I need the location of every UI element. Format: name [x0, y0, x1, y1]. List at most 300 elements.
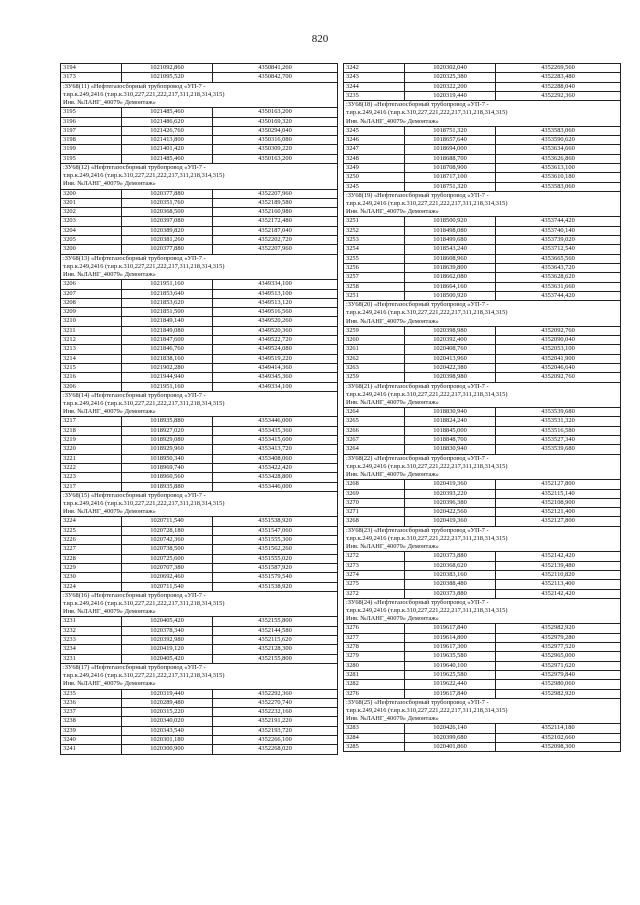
coordinate-y: 4352202,720: [213, 236, 338, 245]
point-number: 3264: [344, 408, 405, 417]
coordinate-y: 4352092,760: [496, 326, 621, 335]
point-row: [61, 554, 338, 563]
coordinate-y: 4349334,100: [213, 382, 338, 391]
coordinate-y: 4352121,400: [496, 508, 621, 517]
point-number: 3230: [61, 573, 122, 582]
point-number: 3201: [61, 198, 122, 207]
point-row: [344, 426, 621, 435]
coordinate-y: 4351555,020: [213, 554, 338, 563]
coordinate-x: 1020742,360: [122, 536, 213, 545]
point-row: [61, 326, 338, 335]
point-row: [61, 636, 338, 645]
coordinate-y: 4353413,720: [213, 445, 338, 454]
coordinate-y: 4352115,620: [213, 636, 338, 645]
parcel-title-line: т.вр.к.249,2416 (т.вр.к.310,227,221,222,217,311,218,314,315): [346, 200, 508, 208]
parcel-title-line: Инв. №ЛАНГ_40079» Демонтаж»: [346, 543, 439, 551]
coordinate-x: 1021401,420: [122, 145, 213, 154]
point-row: [61, 198, 338, 207]
coordinate-x: 1019640,100: [405, 661, 496, 670]
coordinate-y: 4352266,100: [213, 736, 338, 745]
point-row: [344, 580, 621, 589]
coordinate-y: 4351538,920: [213, 582, 338, 591]
point-number: 3234: [61, 645, 122, 654]
point-row: [61, 745, 338, 754]
point-row: [61, 463, 338, 472]
point-row: [344, 408, 621, 417]
point-number: 3202: [61, 208, 122, 217]
point-row: [61, 126, 338, 135]
coordinate-x: 1020315,220: [122, 708, 213, 717]
coordinate-y: 4352270,740: [213, 698, 338, 707]
coordinates-table-left: [60, 63, 338, 755]
point-number: 3205: [61, 236, 122, 245]
coordinate-y: 4350163,200: [213, 154, 338, 163]
coordinate-y: 4349516,560: [213, 308, 338, 317]
parcel-title: [344, 698, 621, 724]
coordinate-y: 4353613,100: [496, 163, 621, 172]
coordinate-y: 4349524,080: [213, 345, 338, 354]
point-number: 3268: [344, 480, 405, 489]
parcel-title-line: т.вр.к.249,2416 (т.вр.к.310,227,221,222,217,311,218,314,315): [63, 600, 225, 608]
point-number: 3200: [61, 245, 122, 254]
point-number: 3273: [344, 561, 405, 570]
coordinate-y: 4350169,320: [213, 117, 338, 126]
point-number: 3217: [61, 417, 122, 426]
coordinate-y: 4349522,720: [213, 336, 338, 345]
coordinate-x: 1018927,020: [122, 426, 213, 435]
parcel-title-line: т.вр.к.249,2416 (т.вр.к.310,227,221,222,217,311,218,314,315): [346, 462, 508, 470]
coordinate-y: 4352113,400: [496, 580, 621, 589]
parcel-title-line: Инв. №ЛАНГ_40079» Демонтаж»: [346, 398, 439, 406]
point-row: [344, 489, 621, 498]
point-row: [61, 708, 338, 717]
parcel-title-line: Инв. №ЛАНГ_40079» Демонтаж»: [346, 117, 439, 125]
point-number: 3220: [61, 445, 122, 454]
point-number: 3250: [344, 173, 405, 182]
point-number: 3232: [61, 626, 122, 635]
point-number: 3280: [344, 661, 405, 670]
coordinate-y: 4353527,340: [496, 436, 621, 445]
page-number: 820: [311, 33, 329, 45]
point-number: 3217: [61, 482, 122, 491]
coordinate-y: 4352292,360: [213, 689, 338, 698]
point-number: 3241: [61, 745, 122, 754]
point-row: [61, 345, 338, 354]
point-row: [61, 417, 338, 426]
coordinate-x: 1020322,200: [405, 82, 496, 91]
coordinate-x: 1020393,220: [405, 489, 496, 498]
coordinate-x: 1020319,440: [405, 91, 496, 100]
point-row: [344, 326, 621, 335]
coordinate-y: 4352155,800: [213, 654, 338, 663]
coordinate-x: 1020392,980: [122, 636, 213, 645]
parcel-title-line: Инв. №ЛАНГ_40079» Демонтаж»: [63, 180, 156, 188]
point-row: [344, 91, 621, 100]
parcel-title-line: :ЗУ68(13) «Нефтегазосборный трубопровод «УП-7 -: [63, 254, 206, 262]
coordinate-y: 4352982,920: [496, 689, 621, 698]
point-number: 3245: [344, 182, 405, 191]
coordinate-x: 1020396,380: [405, 498, 496, 507]
point-number: 3208: [61, 298, 122, 307]
parcel-title-line: :ЗУ68(22) «Нефтегазосборный трубопровод «УП-7 -: [346, 454, 489, 462]
point-row: [344, 733, 621, 742]
parcel-title: [344, 454, 621, 480]
point-row: [344, 217, 621, 226]
coordinate-y: 4351555,300: [213, 536, 338, 545]
coordinate-y: 4351547,060: [213, 526, 338, 535]
parcel-title-line: :ЗУ68(16) «Нефтегазосборный трубопровод «УП-7 -: [63, 591, 206, 599]
coordinate-y: 4353446,000: [213, 482, 338, 491]
coordinate-y: 4353446,000: [213, 417, 338, 426]
point-row: [344, 445, 621, 454]
coordinate-x: 1018950,340: [122, 454, 213, 463]
point-row: [344, 743, 621, 752]
point-number: 3272: [344, 552, 405, 561]
point-row: [344, 282, 621, 291]
parcel-title: [344, 382, 621, 408]
coordinate-x: 1021853,640: [122, 289, 213, 298]
coordinate-x: 1019614,800: [405, 633, 496, 642]
coordinate-y: 4353665,560: [496, 254, 621, 263]
parcel-title-line: Инв. №ЛАНГ_40079» Демонтаж»: [346, 615, 439, 623]
parcel-title-line: Инв. №ЛАНГ_40079» Демонтаж»: [346, 715, 439, 723]
parcel-title-line: т.вр.к.249,2416 (т.вр.к.310,227,221,222,217,311,218,314,315): [63, 400, 225, 408]
point-number: 3195: [61, 108, 122, 117]
point-row: [61, 654, 338, 663]
parcel-title-line: т.вр.к.249,2416 (т.вр.к.310,227,221,222,217,311,218,314,315): [63, 672, 225, 680]
coordinate-y: 4353428,800: [213, 473, 338, 482]
coordinate-x: 1021902,280: [122, 363, 213, 372]
point-row: [61, 454, 338, 463]
parcel-title-line: т.вр.к.249,2416 (т.вр.к.310,227,221,222,217,311,218,314,315): [346, 534, 508, 542]
point-number: 3218: [61, 426, 122, 435]
coordinate-x: 1018969,740: [122, 463, 213, 472]
coordinate-y: 4353435,360: [213, 426, 338, 435]
point-row: [344, 724, 621, 733]
point-row: [61, 336, 338, 345]
coordinate-x: 1020340,020: [122, 717, 213, 726]
parcel-title-line: Инв. №ЛАНГ_40079» Демонтаж»: [63, 271, 156, 279]
coordinate-y: 4352092,760: [496, 373, 621, 382]
coordinate-x: 1020325,380: [405, 73, 496, 82]
parcel-title: [61, 491, 338, 517]
coordinate-y: 4352098,300: [496, 743, 621, 752]
coordinate-x: 1018657,640: [405, 136, 496, 145]
coordinate-x: 1018688,700: [405, 154, 496, 163]
point-row: [61, 645, 338, 654]
coordinate-y: 4353643,720: [496, 263, 621, 272]
point-number: 3210: [61, 317, 122, 326]
point-number: 3225: [61, 526, 122, 535]
coordinate-y: 4352193,720: [213, 726, 338, 735]
coordinate-x: 1021426,760: [122, 126, 213, 135]
coordinate-y: 4352980,060: [496, 680, 621, 689]
point-row: [61, 526, 338, 535]
coordinate-y: 4350841,260: [213, 64, 338, 73]
point-number: 3251: [344, 291, 405, 300]
coordinate-y: 4353590,620: [496, 136, 621, 145]
coordinate-y: 4352977,520: [496, 643, 621, 652]
point-number: 3211: [61, 326, 122, 335]
coordinate-y: 4351562,260: [213, 545, 338, 554]
parcel-title-line: Инв. №ЛАНГ_40079» Демонтаж»: [63, 99, 156, 106]
coordinate-x: 1018845,000: [405, 426, 496, 435]
point-row: [344, 570, 621, 579]
coordinate-y: 4353634,660: [496, 145, 621, 154]
point-number: 3236: [61, 698, 122, 707]
coordinate-y: 4352053,100: [496, 345, 621, 354]
coordinate-x: 1020289,480: [122, 698, 213, 707]
coordinate-x: 1020413,960: [405, 354, 496, 363]
point-number: 3235: [61, 689, 122, 698]
point-number: 3206: [61, 280, 122, 289]
coordinate-y: 4349520,260: [213, 317, 338, 326]
coordinate-x: 1020405,420: [122, 654, 213, 663]
point-row: [344, 689, 621, 698]
coordinate-x: 1020301,180: [122, 736, 213, 745]
coordinate-y: 4351579,540: [213, 573, 338, 582]
coordinate-x: 1018717,100: [405, 173, 496, 182]
coordinate-y: 4352232,160: [213, 708, 338, 717]
point-number: 3249: [344, 163, 405, 172]
point-number: 3269: [344, 489, 405, 498]
coordinate-y: 4353631,660: [496, 282, 621, 291]
point-row: [344, 73, 621, 82]
coordinate-y: 4352046,640: [496, 363, 621, 372]
point-row: [344, 345, 621, 354]
point-number: 3264: [344, 445, 405, 454]
point-row: [61, 436, 338, 445]
coordinate-y: 4350842,700: [213, 73, 338, 82]
point-number: 3266: [344, 426, 405, 435]
point-row: [344, 680, 621, 689]
point-number: 3215: [61, 363, 122, 372]
point-number: 3213: [61, 345, 122, 354]
point-number: 3262: [344, 354, 405, 363]
point-number: 3235: [344, 91, 405, 100]
point-number: 3245: [344, 126, 405, 135]
point-number: 3194: [61, 64, 122, 73]
coordinate-x: 1020422,380: [405, 363, 496, 372]
coordinate-y: 4349519,220: [213, 354, 338, 363]
coordinate-x: 1021092,860: [122, 64, 213, 73]
point-number: 3219: [61, 436, 122, 445]
coordinate-y: 4352292,360: [496, 91, 621, 100]
point-row: [344, 417, 621, 426]
point-number: 3284: [344, 733, 405, 742]
point-row: [61, 363, 338, 372]
parcel-title: [344, 526, 621, 552]
point-number: 3259: [344, 326, 405, 335]
coordinate-y: 4353539,680: [496, 445, 621, 454]
coordinate-x: 1018664,160: [405, 282, 496, 291]
point-number: 3206: [61, 382, 122, 391]
point-number: 3258: [344, 282, 405, 291]
coordinate-y: 4353739,020: [496, 236, 621, 245]
coordinate-x: 1020343,540: [122, 726, 213, 735]
coordinate-x: 1020419,120: [122, 645, 213, 654]
point-number: 3223: [61, 473, 122, 482]
point-number: 3240: [61, 736, 122, 745]
point-number: 3276: [344, 689, 405, 698]
parcel-title-line: :ЗУ68(12) «Нефтегазосборный трубопровод «УП-7 -: [63, 163, 206, 171]
coordinate-y: 4353626,860: [496, 154, 621, 163]
parcel-title-line: Инв. №ЛАНГ_40079» Демонтаж»: [346, 471, 439, 479]
point-number: 3243: [344, 73, 405, 82]
point-row: [61, 154, 338, 163]
coordinate-y: 4352268,020: [213, 745, 338, 754]
point-number: 3207: [61, 289, 122, 298]
coordinate-y: 4350309,220: [213, 145, 338, 154]
coordinate-y: 4350316,080: [213, 136, 338, 145]
point-row: [61, 245, 338, 254]
coordinate-x: 1021849,080: [122, 326, 213, 335]
coordinate-x: 1020300,900: [122, 745, 213, 754]
point-number: 3244: [344, 82, 405, 91]
point-row: [344, 173, 621, 182]
point-row: [61, 298, 338, 307]
point-row: [344, 480, 621, 489]
point-number: 3268: [344, 517, 405, 526]
coordinate-y: 4352189,580: [213, 198, 338, 207]
coordinate-y: 4353422,420: [213, 463, 338, 472]
coordinate-x: 1020401,860: [405, 743, 496, 752]
coordinate-x: 1021849,140: [122, 317, 213, 326]
point-number: 3224: [61, 517, 122, 526]
point-number: 3265: [344, 417, 405, 426]
parcel-header-row: [61, 163, 338, 189]
parcel-title-line: Инв. №ЛАНГ_40079» Демонтаж»: [63, 508, 156, 516]
point-number: 3173: [61, 73, 122, 82]
coordinate-y: 4353583,060: [496, 126, 621, 135]
coordinate-x: 1020381,260: [122, 236, 213, 245]
coordinate-x: 1020368,620: [405, 561, 496, 570]
coordinate-x: 1021951,160: [122, 280, 213, 289]
coordinate-x: 1020405,420: [122, 617, 213, 626]
point-number: 3199: [61, 145, 122, 154]
coordinate-x: 1020383,160: [405, 570, 496, 579]
point-number: 3252: [344, 226, 405, 235]
coordinate-y: 4352172,480: [213, 217, 338, 226]
coordinate-y: 4352288,040: [496, 82, 621, 91]
point-number: 3200: [61, 189, 122, 198]
coordinate-x: 1018830,940: [405, 445, 496, 454]
point-row: [61, 517, 338, 526]
parcel-header-row: [344, 191, 621, 217]
point-number: 3276: [344, 624, 405, 633]
coordinate-y: 4351587,920: [213, 563, 338, 572]
parcel-title-line: т.вр.к.249,2416 (т.вр.к.310,227,221,222,217,311,218,314,315): [346, 390, 508, 398]
parcel-title-line: т.вр.к.249,2416 (т.вр.к.310,227,221,222,217,311,218,314,315): [63, 500, 225, 508]
point-row: [344, 145, 621, 154]
point-row: [344, 561, 621, 570]
coordinate-x: 1019622,440: [405, 680, 496, 689]
point-row: [61, 289, 338, 298]
parcel-title: [61, 163, 338, 189]
coordinate-x: 1020738,500: [122, 545, 213, 554]
point-row: [61, 573, 338, 582]
point-number: 3275: [344, 580, 405, 589]
coordinate-y: 4352283,480: [496, 73, 621, 82]
coordinate-x: 1020422,560: [405, 508, 496, 517]
coordinate-y: 4352187,040: [213, 226, 338, 235]
coordinate-y: 4349513,100: [213, 289, 338, 298]
parcel-header-row: [61, 663, 338, 689]
coordinate-x: 1020426,140: [405, 724, 496, 733]
point-row: [61, 189, 338, 198]
coordinate-y: 4352160,980: [213, 208, 338, 217]
coordinate-y: 4352142,420: [496, 589, 621, 598]
right-coordinates-column: [343, 63, 621, 752]
point-number: 3239: [61, 726, 122, 735]
point-row: [61, 117, 338, 126]
coordinate-y: 4352127,800: [496, 480, 621, 489]
point-row: [344, 661, 621, 670]
coordinate-y: 4352982,920: [496, 624, 621, 633]
point-row: [344, 126, 621, 135]
point-number: 3285: [344, 743, 405, 752]
point-number: 3227: [61, 545, 122, 554]
coordinate-x: 1018960,560: [122, 473, 213, 482]
point-row: [61, 317, 338, 326]
coordinates-table-right: [343, 63, 621, 752]
coordinate-y: 4353740,140: [496, 226, 621, 235]
parcel-title-line: Инв. №ЛАНГ_40079» Демонтаж»: [63, 408, 156, 416]
point-row: [344, 517, 621, 526]
coordinate-x: 1020373,880: [405, 552, 496, 561]
coordinate-x: 1020373,880: [405, 589, 496, 598]
coordinate-y: 4349414,360: [213, 363, 338, 372]
parcel-header-row: [61, 82, 338, 108]
coordinate-x: 1019617,300: [405, 643, 496, 652]
point-row: [61, 445, 338, 454]
point-number: 3233: [61, 636, 122, 645]
point-number: 3283: [344, 724, 405, 733]
coordinate-y: 4352108,900: [496, 498, 621, 507]
point-number: 3259: [344, 373, 405, 382]
point-number: 3277: [344, 633, 405, 642]
point-row: [61, 689, 338, 698]
coordinate-x: 1020319,440: [122, 689, 213, 698]
point-number: 3279: [344, 652, 405, 661]
parcel-header-row: [344, 526, 621, 552]
coordinate-x: 1021944,940: [122, 373, 213, 382]
coordinate-x: 1020378,340: [122, 626, 213, 635]
parcel-title-line: :ЗУ68(14) «Нефтегазосборный трубопровод «УП-7 -: [63, 391, 206, 399]
coordinate-x: 1021413,800: [122, 136, 213, 145]
coordinate-y: 4353712,540: [496, 245, 621, 254]
point-row: [61, 582, 338, 591]
point-row: [61, 426, 338, 435]
coordinate-x: 1018830,940: [405, 408, 496, 417]
point-row: [61, 536, 338, 545]
parcel-title-line: :ЗУ68(17) «Нефтегазосборный трубопровод «УП-7 -: [63, 663, 206, 671]
coordinate-y: 4352979,280: [496, 633, 621, 642]
point-number: 3248: [344, 154, 405, 163]
point-row: [344, 652, 621, 661]
coordinate-y: 4352269,560: [496, 64, 621, 73]
coordinate-y: 4352041,900: [496, 354, 621, 363]
coordinate-x: 1021853,620: [122, 298, 213, 307]
coordinate-y: 4353516,580: [496, 426, 621, 435]
coordinate-y: 4353531,320: [496, 417, 621, 426]
point-row: [344, 263, 621, 272]
coordinate-x: 1020389,820: [122, 226, 213, 235]
parcel-header-row: [61, 254, 338, 280]
parcel-title-line: Инв. №ЛАНГ_40079» Демонтаж»: [346, 317, 439, 325]
coordinate-x: 1021951,160: [122, 382, 213, 391]
parcel-title-line: :ЗУ68(25) «Нефтегазосборный трубопровод «УП-7 -: [346, 698, 489, 706]
